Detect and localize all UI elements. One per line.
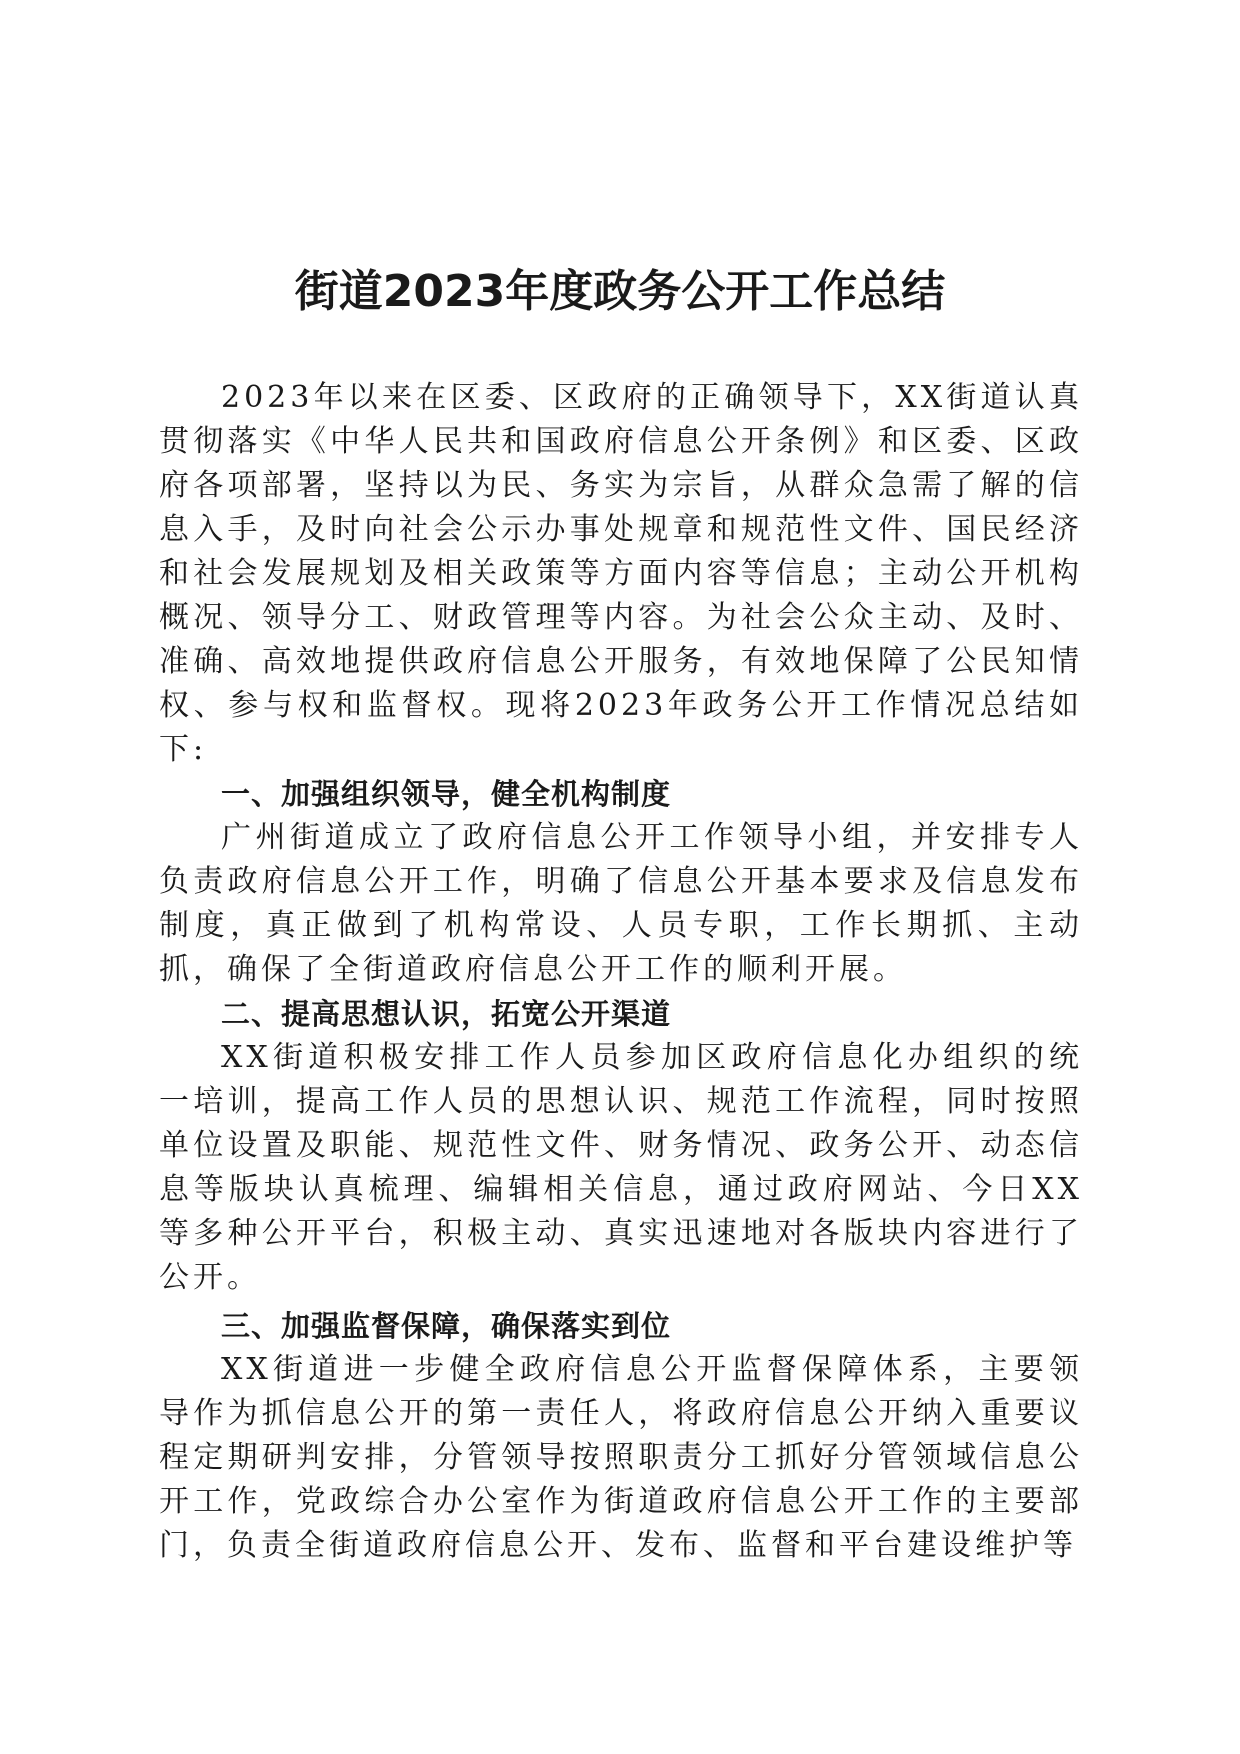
section-paragraph-2: XX街道积极安排工作人员参加区政府信息化办组织的统一培训，提高工作人员的思想认识、规范工作流程，同时按照单位设置及职能、规范性文件、财务情况、政务公开、动态信息等版块认真梳理、编辑相关信息，通过政府网站、今日XX等多种公开平台，积极主动、真实迅速地对各版块内容进行了公开。 (159, 1040, 1083, 1295)
section-heading-3: 三、加强监督保障，确保落实到位 (221, 1309, 672, 1343)
document-body (159, 376, 1083, 1568)
section-paragraph-3: XX街道进一步健全政府信息公开监督保障体系，主要领导作为抓信息公开的第一责任人，将政府信息公开纳入重要议程定期研判安排，分管领导按照职责分工抓好分管领域信息公开工作，党政综合办公室作为街道政府信息公开工作的主要部门，负责全街道政府信息公开、发布、监督和平台建设维护等 (159, 1352, 1083, 1563)
document-title: 街道2023年度政务公开工作总结 (294, 266, 946, 317)
section-heading-2: 二、提高思想认识，拓宽公开渠道 (221, 997, 672, 1031)
intro-paragraph: 2023年以来在区委、区政府的正确领导下，XX街道认真贯彻落实《中华人民共和国政府信息公开条例》和区委、区政府各项部署，坚持以为民、务实为宗旨，从群众急需了解的信息入手，及时向社会公示办事处规章和规范性文件、国民经济和社会发展规划及相关政策等方面内容等信息；主动公开机构概况、领导分工、财政管理等内容。为社会公众主动、及时、准确、高效地提供政府信息公开服务，有效地保障了公民知情权、参与权和监督权。现将2023年政务公开工作情况总结如下: (159, 380, 1083, 767)
section-paragraph-1: 广州街道成立了政府信息公开工作领导小组，并安排专人负责政府信息公开工作，明确了信息公开基本要求及信息发布制度，真正做到了机构常设、人员专职，工作长期抓、主动抓，确保了全街道政府信息公开工作的顺利开展。 (159, 820, 1083, 987)
section-heading-1: 一、加强组织领导，健全机构制度 (221, 777, 672, 811)
